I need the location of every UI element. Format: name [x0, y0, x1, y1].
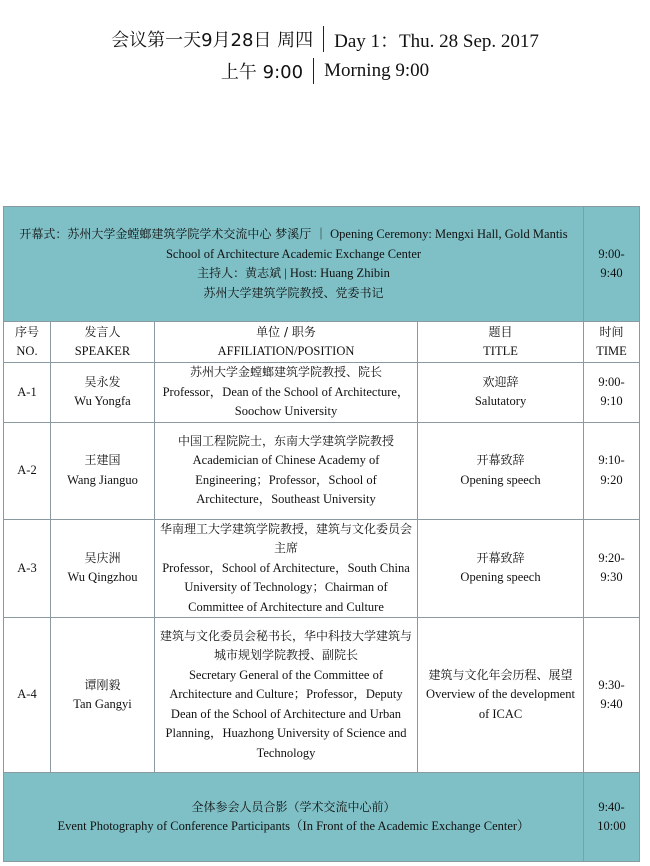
row-affiliation — [155, 618, 418, 773]
row-title — [418, 618, 584, 773]
speaker-cn: 谭刚毅 — [84, 677, 121, 692]
row-title — [418, 519, 584, 618]
header-time-en: Morning 9:00 — [324, 60, 430, 81]
opening-venue-cn: 开幕式：苏州大学金螳螂建筑学院学术交流中心 梦溪厅 ｜ — [19, 227, 328, 241]
title-en: Opening speech — [460, 570, 541, 585]
opening-time — [584, 207, 640, 322]
header-separator — [313, 58, 314, 84]
col-title-cn: 题目 — [488, 324, 513, 339]
speaker-cn: 吴庆洲 — [84, 550, 121, 565]
column-header-row — [4, 322, 640, 363]
opening-ceremony-row — [4, 207, 640, 322]
opening-ceremony-cell — [4, 207, 584, 322]
col-header-title — [418, 322, 584, 363]
group-photo-time-text: 9:40-10:00 — [597, 799, 626, 833]
group-photo-time — [584, 773, 640, 862]
row-time: 9:10-9:20 — [584, 422, 640, 519]
header-separator — [323, 26, 324, 52]
row-time: 9:00-9:10 — [584, 363, 640, 423]
speaker-cn: 吴永发 — [84, 374, 121, 389]
affiliation-cn: 华南理工大学建筑学院教授，建筑与文化委员会主席 — [159, 521, 412, 555]
affiliation-en: Secretary General of the Committee of Architecture and Culture；Professor，Deputy Dean of the School of Architecture and Urban Planning，Huazhong University of Science and Technology — [165, 667, 407, 760]
opening-host-cn: 主持人：黄志斌 — [197, 266, 282, 280]
title-cn: 开幕致辞 — [476, 550, 525, 565]
affiliation-cn: 中国工程院院士，东南大学建筑学院教授 — [177, 433, 394, 448]
opening-venue-en: Opening Ceremony: Mengxi Hall, Gold Mantis School of Architecture Academic Exchange Center — [165, 227, 568, 261]
title-en: Salutatory — [474, 394, 527, 409]
group-photo-cn: 全体参会人员合影（学术交流中心前） — [191, 799, 396, 814]
title-en: Opening speech — [460, 472, 541, 487]
row-title — [418, 422, 584, 519]
affiliation-en: Professor，School of Architecture，South China University of Technology；Chairman of Committee of Architecture and Culture — [162, 560, 410, 614]
speaker-en: Wang Jianguo — [67, 472, 138, 487]
row-time: 9:20-9:30 — [584, 519, 640, 618]
table-row — [4, 618, 640, 773]
col-no-cn: 序号 — [14, 324, 39, 339]
row-speaker — [51, 422, 155, 519]
row-affiliation — [155, 363, 418, 423]
row-affiliation — [155, 422, 418, 519]
row-no: A-4 — [4, 618, 51, 773]
opening-time-text: 9:00-9:40 — [598, 246, 625, 280]
opening-host-en: | Host: Huang Zhibin — [284, 266, 390, 280]
affiliation-cn: 苏州大学金螳螂建筑学院教授、院长 — [189, 365, 382, 379]
group-photo-cell — [4, 773, 584, 862]
row-title — [418, 363, 584, 423]
title-cn: 欢迎辞 — [482, 374, 519, 389]
col-speaker-cn: 发言人 — [84, 324, 121, 339]
row-speaker — [51, 363, 155, 423]
row-time: 9:30-9:40 — [584, 618, 640, 773]
col-time-cn: 时间 — [599, 324, 624, 339]
affiliation-en: Academician of Chinese Academy of Engineering；Professor，School of Architecture，Southeast University — [192, 453, 380, 506]
speaker-en: Tan Gangyi — [73, 697, 132, 711]
col-no-en: NO. — [16, 344, 38, 358]
table-row — [4, 519, 640, 618]
title-en: Overview of the development of ICAC — [426, 687, 575, 721]
affiliation-en: Professor，Dean of the School of Architecture，Soochow University — [162, 384, 410, 418]
group-photo-row — [4, 773, 640, 862]
row-speaker — [51, 519, 155, 618]
table-row — [4, 363, 640, 423]
group-photo-en: Event Photography of Conference Participants（In Front of the Academic Exchange Center） — [57, 819, 530, 833]
col-header-time — [584, 322, 640, 363]
header-day-cn: 会议第一天9月28日 周四 — [111, 30, 314, 51]
affiliation-cn: 建筑与文化委员会秘书长，华中科技大学建筑与城市规划学院教授、副院长 — [159, 628, 412, 663]
col-affiliation-cn: 单位 / 职务 — [256, 324, 316, 339]
header-day-en: Day 1：Thu. 28 Sep. 2017 — [334, 30, 539, 52]
col-header-no — [4, 322, 51, 363]
col-header-speaker — [51, 322, 155, 363]
header-time-line — [0, 58, 650, 84]
header-time-cn: 上午 9:00 — [220, 62, 304, 83]
col-affiliation-en: AFFILIATION/POSITION — [217, 344, 355, 358]
row-no: A-3 — [4, 519, 51, 618]
header-day-line — [0, 26, 650, 52]
row-speaker — [51, 618, 155, 773]
schedule-table — [3, 206, 640, 862]
col-speaker-en: SPEAKER — [74, 344, 131, 358]
col-title-en: TITLE — [483, 344, 518, 358]
opening-host-title: 苏州大学建筑学院教授、党委书记 — [203, 285, 384, 300]
row-affiliation — [155, 519, 418, 618]
speaker-en: Wu Qingzhou — [67, 570, 138, 585]
speaker-cn: 王建国 — [84, 453, 121, 467]
col-header-affiliation — [155, 322, 418, 363]
row-no: A-1 — [4, 363, 51, 423]
row-no: A-2 — [4, 422, 51, 519]
title-cn: 建筑与文化年会历程、展望 — [428, 667, 573, 682]
table-row — [4, 422, 640, 519]
col-time-en: TIME — [596, 344, 627, 358]
title-cn: 开幕致辞 — [476, 453, 525, 467]
speaker-en: Wu Yongfa — [74, 394, 131, 409]
